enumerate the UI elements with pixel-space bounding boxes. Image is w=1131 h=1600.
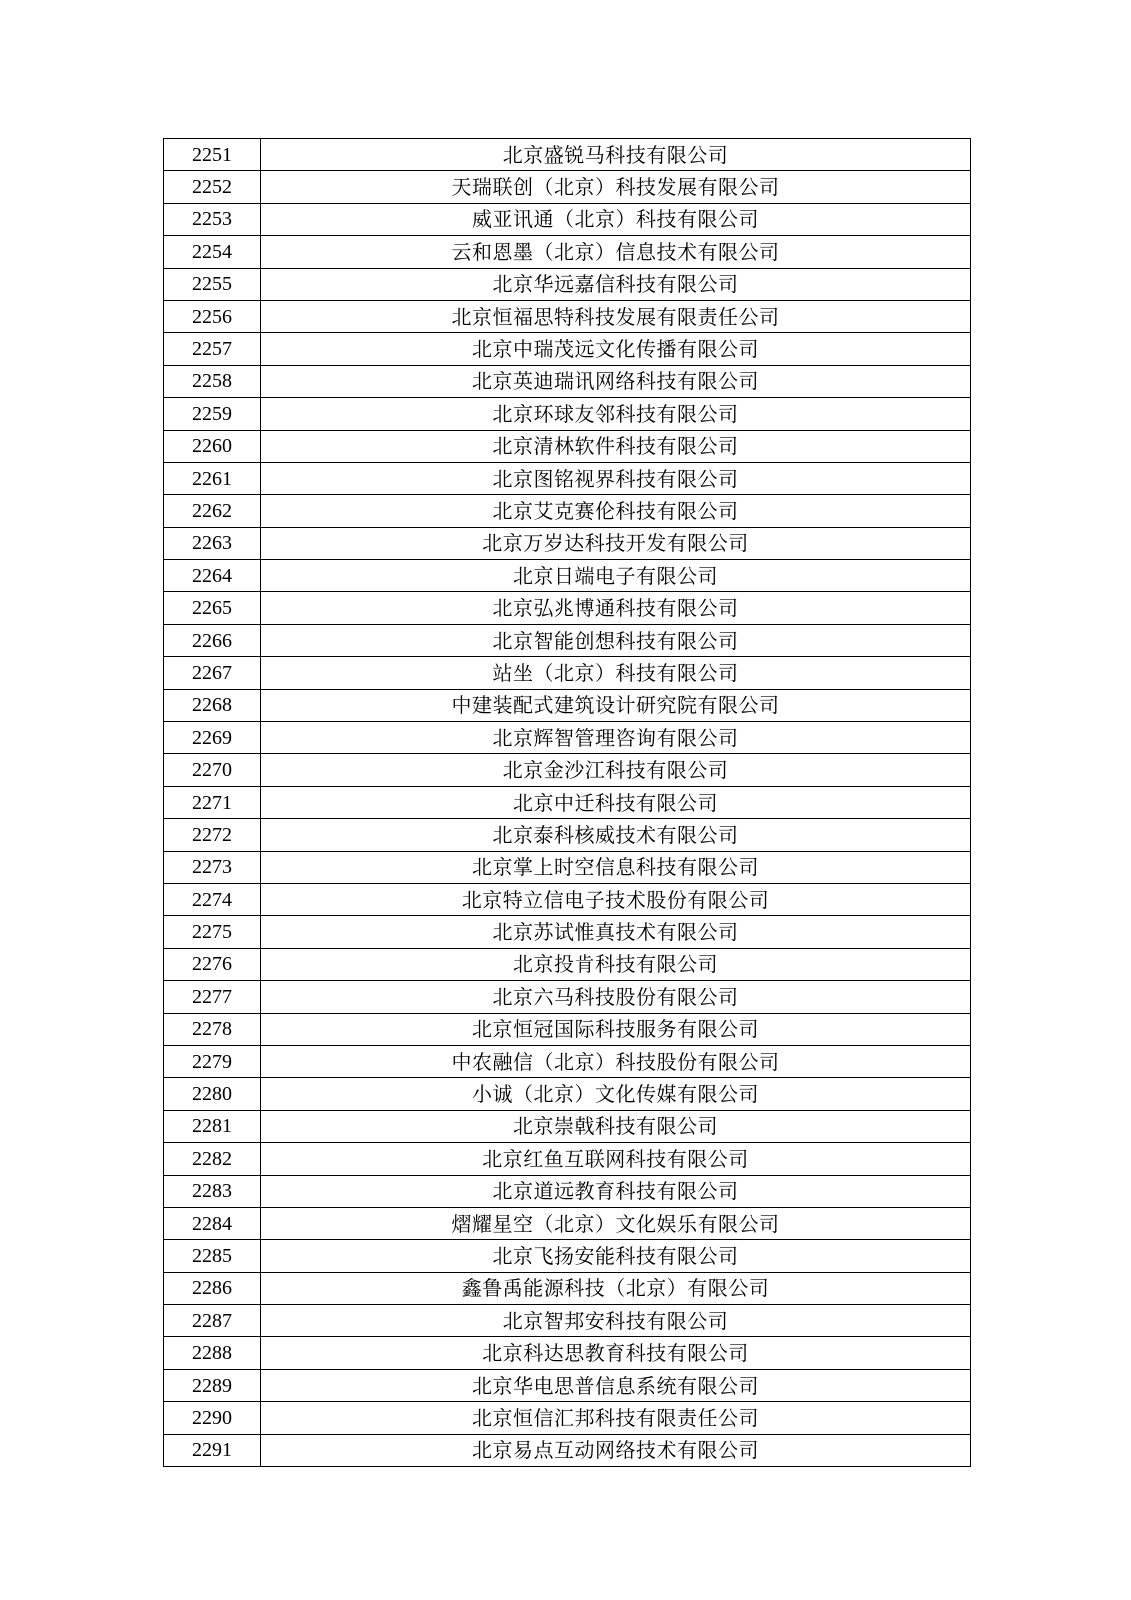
table-row [164, 1240, 971, 1272]
company-name: 北京恒信汇邦科技有限责任公司 [261, 1402, 971, 1434]
company-name: 北京苏试惟真技术有限公司 [261, 916, 971, 948]
row-number: 2259 [164, 398, 261, 430]
company-name: 中农融信（北京）科技股份有限公司 [261, 1045, 971, 1077]
company-name: 北京恒冠国际科技服务有限公司 [261, 1013, 971, 1045]
company-name: 北京弘兆博通科技有限公司 [261, 592, 971, 624]
table-row [164, 948, 971, 980]
company-name: 北京泰科核威技术有限公司 [261, 819, 971, 851]
row-number: 2271 [164, 786, 261, 818]
table-row [164, 333, 971, 365]
row-number: 2257 [164, 333, 261, 365]
table-row [164, 883, 971, 915]
table-row [164, 981, 971, 1013]
company-name: 北京金沙江科技有限公司 [261, 754, 971, 786]
company-name: 北京智能创想科技有限公司 [261, 624, 971, 656]
row-number: 2256 [164, 300, 261, 332]
table-row [164, 1143, 971, 1175]
table-row [164, 430, 971, 462]
row-number: 2268 [164, 689, 261, 721]
company-name: 北京万岁达科技开发有限公司 [261, 527, 971, 559]
company-name: 北京辉智管理咨询有限公司 [261, 722, 971, 754]
company-name: 北京中瑞茂远文化传播有限公司 [261, 333, 971, 365]
company-name: 北京中迁科技有限公司 [261, 786, 971, 818]
table-row [164, 722, 971, 754]
row-number: 2267 [164, 657, 261, 689]
table-row [164, 1369, 971, 1401]
table-row [164, 300, 971, 332]
table-row [164, 1272, 971, 1304]
row-number: 2251 [164, 139, 261, 171]
table-row [164, 1337, 971, 1369]
company-name: 北京崇戟科技有限公司 [261, 1110, 971, 1142]
company-name: 小诚（北京）文化传媒有限公司 [261, 1078, 971, 1110]
row-number: 2273 [164, 851, 261, 883]
company-name: 北京华电思普信息系统有限公司 [261, 1369, 971, 1401]
company-name: 北京日端电子有限公司 [261, 560, 971, 592]
company-name: 熠耀星空（北京）文化娱乐有限公司 [261, 1207, 971, 1239]
table-row [164, 819, 971, 851]
company-name: 北京掌上时空信息科技有限公司 [261, 851, 971, 883]
company-name: 北京英迪瑞讯网络科技有限公司 [261, 365, 971, 397]
row-number: 2288 [164, 1337, 261, 1369]
company-name: 北京清林软件科技有限公司 [261, 430, 971, 462]
row-number: 2283 [164, 1175, 261, 1207]
company-list-table [163, 138, 971, 1467]
table-row [164, 689, 971, 721]
row-number: 2278 [164, 1013, 261, 1045]
table-row [164, 139, 971, 171]
row-number: 2284 [164, 1207, 261, 1239]
row-number: 2282 [164, 1143, 261, 1175]
row-number: 2262 [164, 495, 261, 527]
table-row [164, 1434, 971, 1466]
row-number: 2260 [164, 430, 261, 462]
company-name: 北京六马科技股份有限公司 [261, 981, 971, 1013]
table-row [164, 268, 971, 300]
row-number: 2263 [164, 527, 261, 559]
company-name: 中建装配式建筑设计研究院有限公司 [261, 689, 971, 721]
row-number: 2285 [164, 1240, 261, 1272]
company-name: 天瑞联创（北京）科技发展有限公司 [261, 171, 971, 203]
row-number: 2264 [164, 560, 261, 592]
row-number: 2289 [164, 1369, 261, 1401]
row-number: 2272 [164, 819, 261, 851]
table-row [164, 236, 971, 268]
table-row [164, 786, 971, 818]
table-row [164, 851, 971, 883]
company-name: 鑫鲁禹能源科技（北京）有限公司 [261, 1272, 971, 1304]
company-name: 北京飞扬安能科技有限公司 [261, 1240, 971, 1272]
company-name: 北京易点互动网络技术有限公司 [261, 1434, 971, 1466]
row-number: 2277 [164, 981, 261, 1013]
row-number: 2258 [164, 365, 261, 397]
table-row [164, 560, 971, 592]
row-number: 2275 [164, 916, 261, 948]
row-number: 2255 [164, 268, 261, 300]
row-number: 2276 [164, 948, 261, 980]
company-name: 北京智邦安科技有限公司 [261, 1305, 971, 1337]
row-number: 2266 [164, 624, 261, 656]
table-row [164, 1078, 971, 1110]
company-name: 北京华远嘉信科技有限公司 [261, 268, 971, 300]
table-row [164, 916, 971, 948]
row-number: 2265 [164, 592, 261, 624]
row-number: 2252 [164, 171, 261, 203]
table-row [164, 495, 971, 527]
company-name: 北京恒福思特科技发展有限责任公司 [261, 300, 971, 332]
table-row [164, 1402, 971, 1434]
row-number: 2281 [164, 1110, 261, 1142]
table-row [164, 754, 971, 786]
row-number: 2291 [164, 1434, 261, 1466]
company-name: 北京环球友邻科技有限公司 [261, 398, 971, 430]
row-number: 2269 [164, 722, 261, 754]
table-row [164, 1305, 971, 1337]
company-name: 威亚讯通（北京）科技有限公司 [261, 203, 971, 235]
company-name: 站坐（北京）科技有限公司 [261, 657, 971, 689]
table-row [164, 657, 971, 689]
table-row [164, 1045, 971, 1077]
table-row [164, 1207, 971, 1239]
company-name: 北京图铭视界科技有限公司 [261, 462, 971, 494]
table-row [164, 1013, 971, 1045]
row-number: 2290 [164, 1402, 261, 1434]
row-number: 2287 [164, 1305, 261, 1337]
company-name: 北京道远教育科技有限公司 [261, 1175, 971, 1207]
row-number: 2280 [164, 1078, 261, 1110]
table-row [164, 171, 971, 203]
company-name: 北京艾克赛伦科技有限公司 [261, 495, 971, 527]
company-list-body [164, 139, 971, 1467]
company-name: 北京红鱼互联网科技有限公司 [261, 1143, 971, 1175]
row-number: 2254 [164, 236, 261, 268]
row-number: 2274 [164, 883, 261, 915]
row-number: 2279 [164, 1045, 261, 1077]
table-row [164, 1175, 971, 1207]
table-row [164, 462, 971, 494]
row-number: 2270 [164, 754, 261, 786]
table-row [164, 527, 971, 559]
table-row [164, 203, 971, 235]
table-row [164, 592, 971, 624]
table-row [164, 365, 971, 397]
company-name: 北京特立信电子技术股份有限公司 [261, 883, 971, 915]
company-name: 北京科达思教育科技有限公司 [261, 1337, 971, 1369]
company-name: 北京投肯科技有限公司 [261, 948, 971, 980]
row-number: 2261 [164, 462, 261, 494]
table-row [164, 1110, 971, 1142]
company-name: 北京盛锐马科技有限公司 [261, 139, 971, 171]
company-name: 云和恩墨（北京）信息技术有限公司 [261, 236, 971, 268]
row-number: 2286 [164, 1272, 261, 1304]
table-row [164, 398, 971, 430]
row-number: 2253 [164, 203, 261, 235]
table-row [164, 624, 971, 656]
